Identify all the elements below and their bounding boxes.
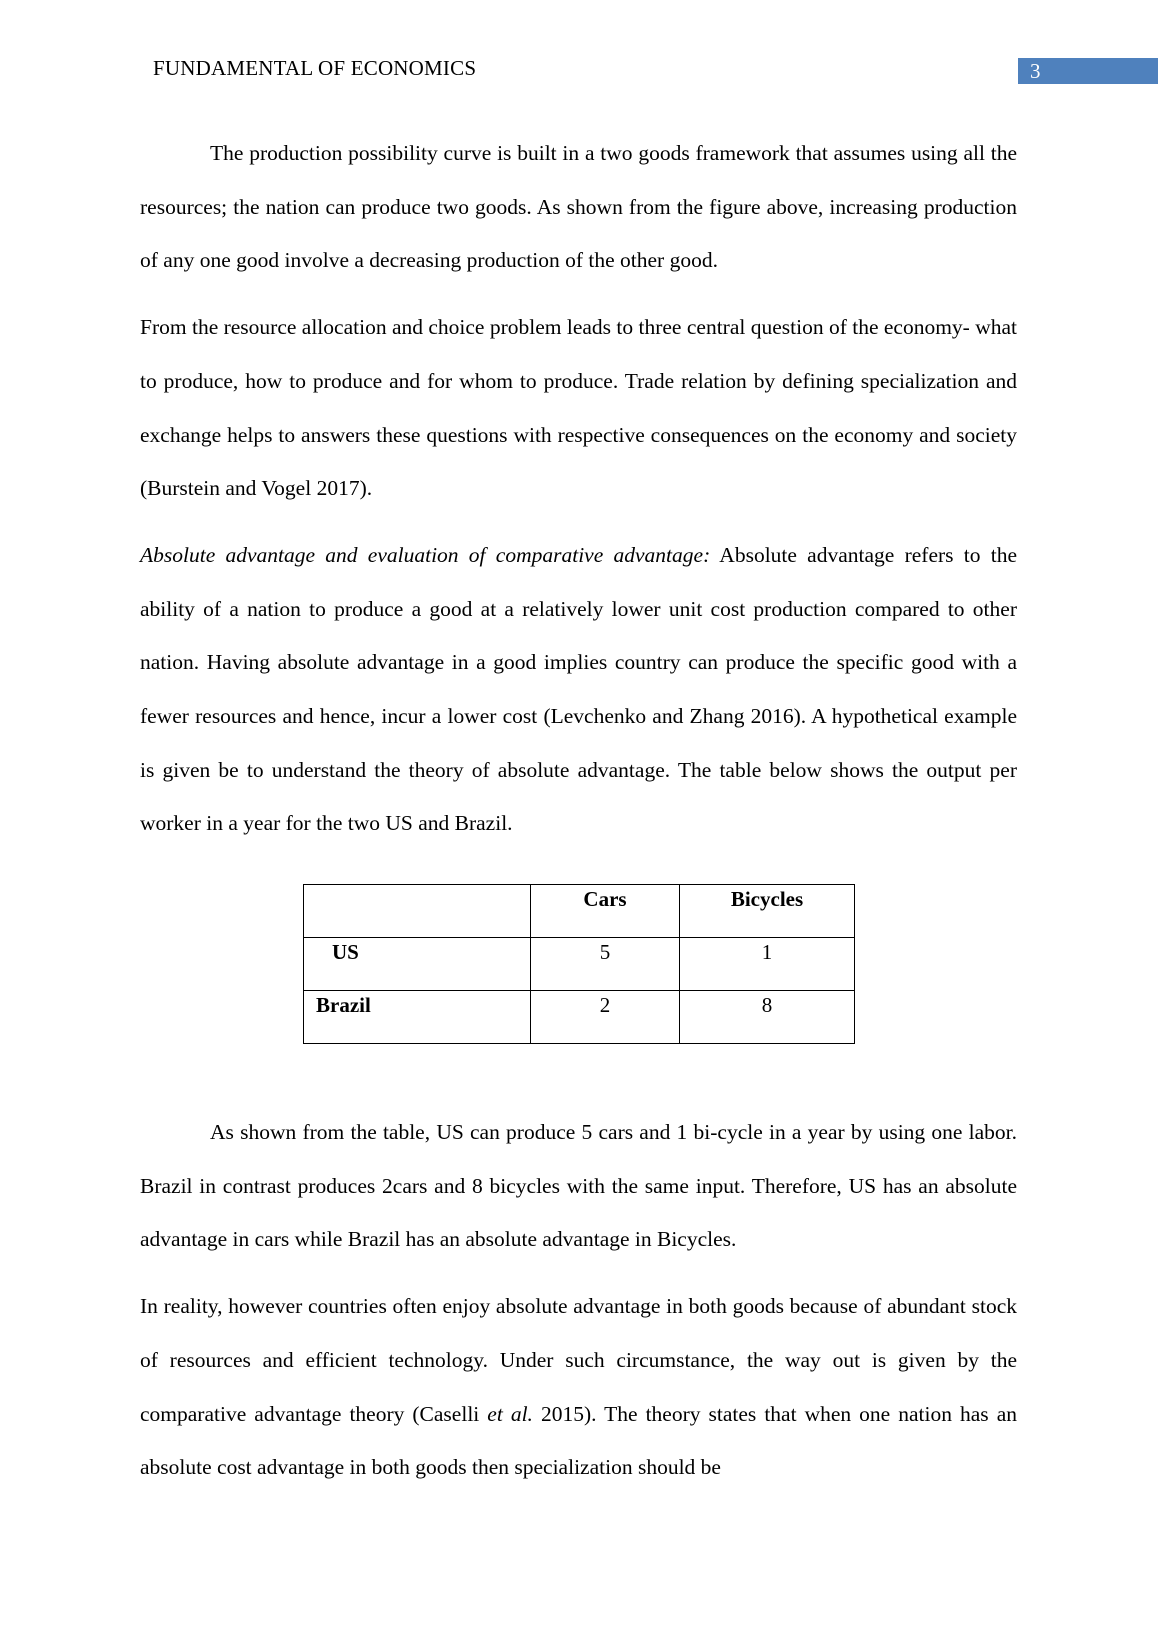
table-cell-bicycles: 8 xyxy=(680,991,855,1044)
paragraph-comparative-advantage: In reality, however countries often enjoy absolute advantage in both goods because of abundant stock of resources and efficient technology. Under such circumstance, the way out is given by the comparative advantage theory (Caselli et al. 2015). The theory states that when one nation has an absolute cost advantage in both goods then specialization should be xyxy=(140,1294,1017,1480)
page-number: 3 xyxy=(1018,58,1158,84)
table-header-row xyxy=(304,885,855,938)
table-cell-bicycles: 1 xyxy=(680,938,855,991)
table-row xyxy=(304,938,855,991)
paragraph-block-bottom xyxy=(140,1106,1017,1495)
table-cell-cars: 5 xyxy=(531,938,680,991)
table-row xyxy=(304,991,855,1044)
paragraph-absolute-advantage xyxy=(140,529,1017,851)
paragraph-table-explanation: As shown from the table, US can produce 5 cars and 1 bi-cycle in a year by using one labor. Brazil in contrast produces 2cars and 8 bicycles with the same input. Therefore, US has an absolute advantage in cars while Brazil has an absolute advantage in Bicycles. xyxy=(140,1120,1017,1252)
table-header-empty xyxy=(304,885,531,938)
table-header-bicycles: Bicycles xyxy=(680,885,855,938)
section-heading-italic: Absolute advantage and evaluation of comparative advantage: xyxy=(140,542,711,567)
table-row-label: Brazil xyxy=(304,991,531,1044)
table-header-cars: Cars xyxy=(531,885,680,938)
running-header-title: FUNDAMENTAL OF ECONOMICS xyxy=(153,56,477,80)
paragraph-block-top xyxy=(140,127,1017,851)
table-cell-cars: 2 xyxy=(531,991,680,1044)
paragraph-central-questions: From the resource allocation and choice problem leads to three central question of the economy- what to produce, how to produce and for whom to produce. Trade relation by defining specialization and exchange helps to answers these questions with respective consequences on the economy and society (Burstein and Vogel 2017). xyxy=(140,315,1018,501)
paragraph-ppc: The production possibility curve is built in a two goods framework that assumes using all the resources; the nation can produce two goods. As shown from the figure above, increasing production of any one good involve a decreasing production of the other good. xyxy=(140,141,1017,273)
table-row-label: US xyxy=(304,938,531,991)
paragraph-absolute-advantage-body: Absolute advantage refers to the ability of a nation to produce a good at a relatively lower unit cost production compared to other nation. Having absolute advantage in a good implies country can produce the specific good with a fewer resources and hence, incur a lower cost (Levchenko and Zhang 2016). A hypothetical example is given be to understand the theory of absolute advantage. The table below shows the output per worker in a year for the two US and Brazil. xyxy=(140,542,1018,836)
output-per-worker-table xyxy=(303,884,855,1044)
citation-italic: et al. xyxy=(487,1401,533,1426)
output-table-container xyxy=(303,884,855,1044)
